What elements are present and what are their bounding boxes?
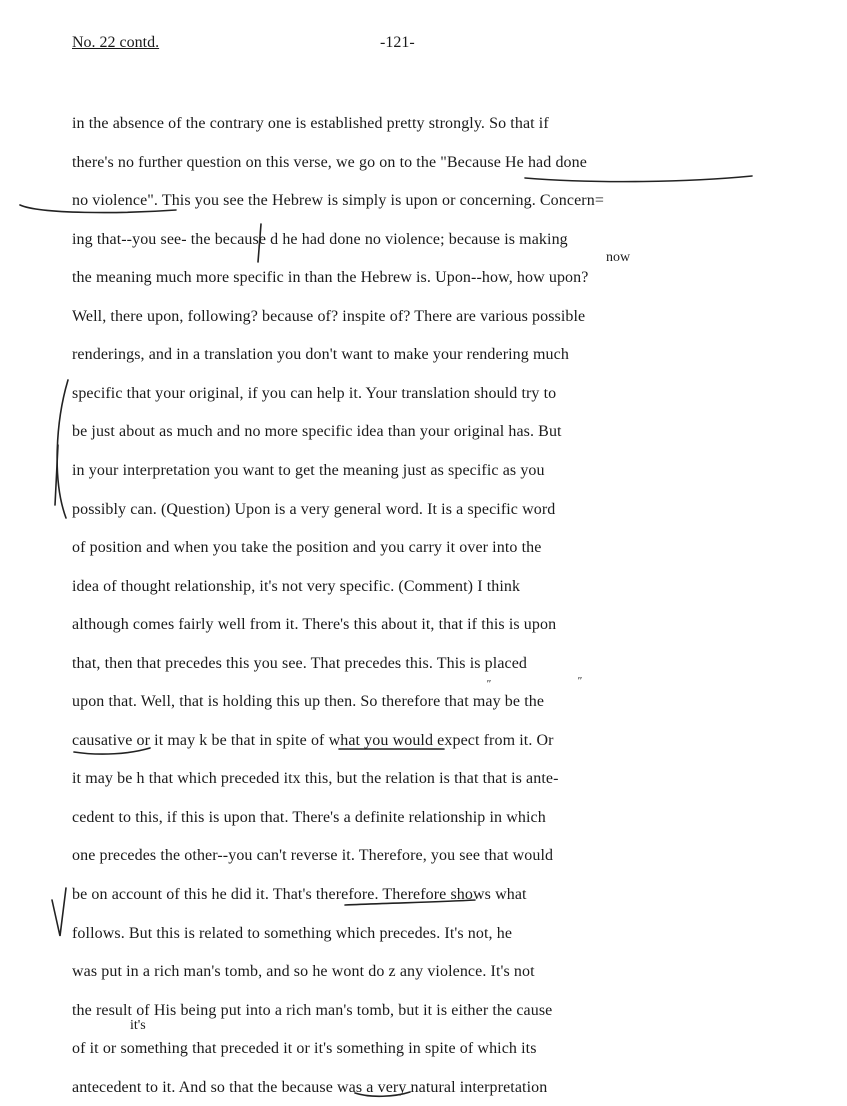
underline-mark [525, 176, 752, 182]
text-line: upon that. Well, that is holding this up then. So therefore that may be the [72, 693, 545, 710]
text-line: be on account of this he did it. That's therefore. Therefore shows what [72, 886, 527, 903]
text-line: was put in a rich man's tomb, and so he wont do z any violence. It's not [72, 963, 535, 980]
text-line: renderings, and in a translation you don't want to make your rendering much [72, 346, 569, 363]
text-line: in your interpretation you want to get the meaning just as specific as you [72, 462, 545, 479]
text-line: of position and when you take the position and you carry it over into the [72, 539, 542, 556]
text-line: of it or something that preceded it or it's something in spite of which its [72, 1040, 537, 1057]
text-line: ing that--you see- the because d he had done no violence; because is making [72, 231, 568, 248]
margin-check-mark [52, 888, 66, 936]
margin-bracket [57, 380, 68, 518]
text-line: causative or it may k be that in spite of what you would expect from it. Or [72, 732, 554, 749]
margin-stroke [55, 445, 58, 505]
text-line: there's no further question on this verse, we go on to the "Because He had done [72, 154, 587, 171]
text-line: the result of His being put into a rich man's tomb, but it is either the cause [72, 1002, 553, 1019]
text-line: possibly can. (Question) Upon is a very general word. It is a specific word [72, 501, 556, 518]
text-line: in the absence of the contrary one is established pretty strongly. So that if [72, 115, 549, 132]
text-line: be just about as much and no more specific idea than your original has. But [72, 423, 562, 440]
text-line: antecedent to it. And so that the because was a very natural interpretation [72, 1079, 548, 1096]
text-line: specific that your original, if you can help it. Your translation should try to [72, 385, 557, 402]
text-line: the meaning much more specific in than the Hebrew is. Upon--how, how upon? [72, 269, 589, 286]
text-line: cedent to this, if this is upon that. There's a definite relationship in which [72, 809, 546, 826]
handwritten-quote-mark: " [486, 678, 491, 690]
page-number: -121- [380, 34, 415, 51]
text-line: no violence". This you see the Hebrew is simply is upon or concerning. Concern= [72, 192, 604, 209]
handwritten-quote-mark: " [577, 675, 582, 687]
header-title: No. 22 contd. [72, 34, 160, 51]
text-line: that, then that precedes this you see. That precedes this. This is placed [72, 655, 528, 672]
handwritten-insert-now: now [606, 250, 631, 265]
text-line: although comes fairly well from it. There's this about it, that if this is upon [72, 616, 557, 633]
text-line: it may be h that which preceded itx this, but the relation is that that is ante- [72, 770, 559, 787]
text-line: Well, there upon, following? because of? inspite of? There are various possible [72, 308, 586, 325]
text-line: idea of thought relationship, it's not very specific. (Comment) I think [72, 578, 521, 595]
text-line: follows. But this is related to something which precedes. It's not, he [72, 925, 513, 942]
text-line: one precedes the other--you can't reverse it. Therefore, you see that would [72, 847, 554, 864]
handwritten-insert-its: it's [130, 1018, 146, 1033]
